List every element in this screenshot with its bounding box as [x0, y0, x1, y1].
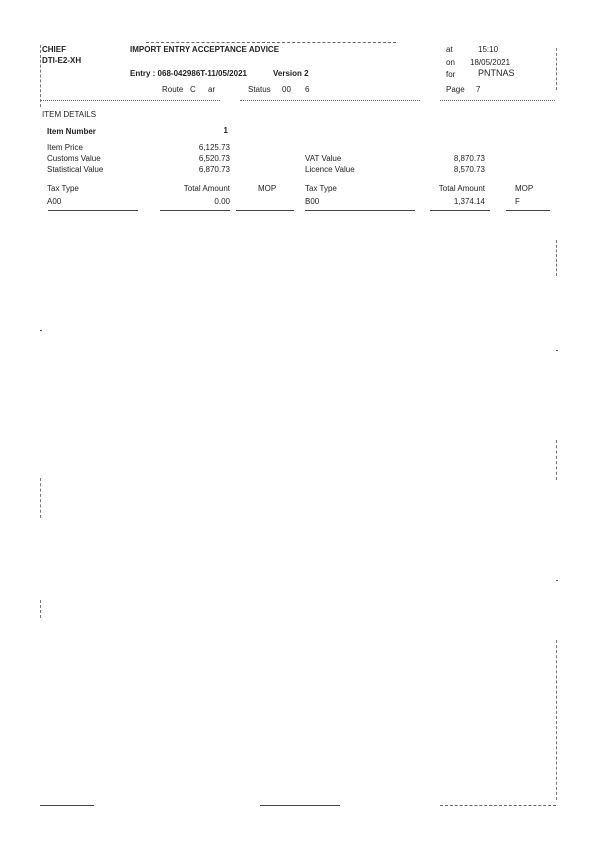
scan-speck [40, 330, 42, 331]
scan-speck [556, 580, 558, 581]
header-divider-middle [240, 100, 420, 101]
header-divider-right [440, 100, 555, 101]
system-name: CHIEF [42, 45, 66, 54]
right-margin-dash [556, 640, 557, 800]
footer-rule-left [40, 805, 94, 806]
licence-value: 8,570.73 [453, 165, 485, 174]
tax-row-rule-2 [160, 210, 230, 211]
tax-row-rule-1 [48, 210, 138, 211]
footer-rule-right [440, 805, 556, 806]
time-value: 15:10 [478, 45, 499, 54]
mop-header-right: MOP [515, 184, 534, 193]
left-margin-dash [40, 45, 41, 107]
status-label: Status [248, 85, 271, 94]
status-extra: 6 [305, 85, 310, 94]
statistical-value-label: Statistical Value [47, 165, 104, 174]
tax-row-rule-4 [305, 210, 415, 211]
customs-value-label: Customs Value [47, 154, 101, 163]
licence-value-label: Licence Value [305, 165, 355, 174]
right-margin-dash [556, 48, 557, 90]
tax-type-header-right: Tax Type [305, 184, 337, 193]
tax-mop-right: F [515, 197, 520, 206]
time-label: at [446, 45, 453, 54]
date-value: 18/05/2021 [470, 58, 511, 67]
entry-version: Version 2 [273, 69, 309, 78]
page-number: 7 [476, 85, 481, 94]
tax-amount-right: 1,374.14 [453, 197, 485, 206]
mop-header-left: MOP [258, 184, 277, 193]
entry-number: Entry : 068-042986T-11/05/2021 [130, 69, 247, 78]
section-title: ITEM DETAILS [42, 110, 97, 119]
total-amount-header-left: Total Amount [183, 184, 230, 193]
route-extra: ar [208, 85, 216, 94]
right-margin-dash [556, 240, 557, 276]
vat-value: 8,870.73 [453, 154, 485, 163]
vat-value-label: VAT Value [305, 154, 342, 163]
customs-value: 6,520.73 [198, 154, 230, 163]
scan-speck [556, 350, 558, 351]
statistical-value: 6,870.73 [198, 165, 230, 174]
for-label: for [446, 70, 456, 79]
total-amount-header-right: Total Amount [438, 184, 485, 193]
system-code: DTI-E2-XH [42, 56, 82, 65]
right-margin-dash [556, 440, 557, 480]
left-margin-dash [40, 478, 41, 518]
page-label: Page [446, 85, 465, 94]
tax-row-rule-6 [506, 210, 550, 211]
status-value: 00 [282, 85, 291, 94]
route-value: C [190, 85, 196, 94]
date-label: on [446, 58, 455, 67]
tax-type-right: B00 [305, 197, 320, 206]
item-number-value: 1 [223, 126, 228, 135]
for-value: PNTNAS [478, 68, 515, 78]
tax-row-rule-3 [236, 210, 294, 211]
tax-type-header-left: Tax Type [47, 184, 79, 193]
footer-rule-middle [260, 805, 340, 806]
item-price-label: Item Price [47, 143, 84, 152]
top-dashed-rule [146, 42, 396, 43]
document-title: IMPORT ENTRY ACCEPTANCE ADVICE [130, 45, 280, 54]
tax-row-rule-5 [430, 210, 490, 211]
item-number-label: Item Number [47, 127, 96, 136]
header-divider-left [40, 100, 220, 101]
item-price-value: 6,125.73 [198, 143, 230, 152]
tax-amount-left: 0.00 [214, 197, 230, 206]
route-label: Route [162, 85, 184, 94]
tax-type-left: A00 [47, 197, 62, 206]
left-margin-dash [40, 600, 41, 618]
